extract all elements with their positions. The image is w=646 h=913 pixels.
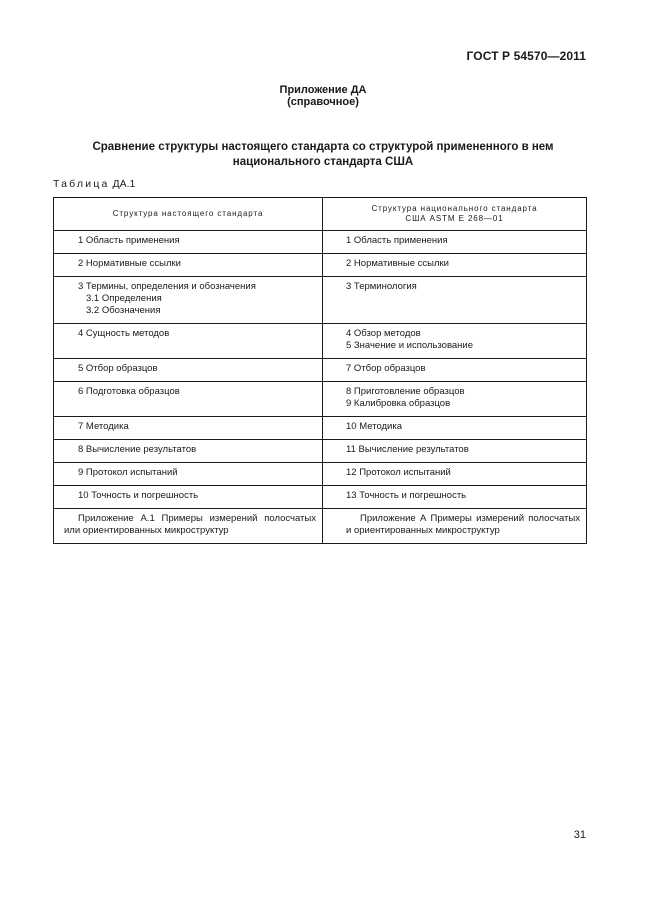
cell-us-standard	[323, 359, 587, 382]
table-row	[54, 254, 587, 277]
cell-line: 8 Вычисление результатов	[78, 444, 197, 455]
cell-line: 3 Термины, определения и обозначения	[78, 281, 256, 292]
table-row	[54, 382, 587, 417]
page-number: 31	[573, 829, 586, 841]
cell-current-standard	[54, 509, 323, 544]
table-row	[54, 417, 587, 440]
cell-line: 2 Нормативные ссылки	[346, 258, 449, 269]
cell-line: 10 Методика	[346, 421, 403, 432]
document-code: ГОСТ Р 54570—2011	[466, 49, 586, 63]
cell-us-standard	[323, 486, 587, 509]
cell-us-standard	[323, 509, 587, 544]
cell-line: 13 Точность и погрешность	[346, 490, 467, 501]
cell-line: 3.2 Обозначения	[86, 305, 161, 316]
cell-current-standard	[54, 359, 323, 382]
cell-line: 4 Сущность методов	[78, 328, 170, 339]
cell-line: 11 Вычисление результатов	[346, 444, 469, 455]
cell-line: 1 Область применения	[78, 235, 180, 246]
table-row	[54, 277, 587, 324]
structure-comparison-table	[53, 197, 587, 544]
cell-line: 6 Подготовка образцов	[78, 386, 180, 397]
cell-us-standard	[323, 277, 587, 324]
cell-current-standard	[54, 277, 323, 324]
cell-line: 9 Калибровка образцов	[346, 398, 451, 409]
section-title-line-1: Сравнение структуры настоящего стандарта со структурой примененного в нем	[92, 141, 554, 153]
cell-current-standard	[54, 382, 323, 417]
cell-us-standard	[323, 463, 587, 486]
cell-current-standard	[54, 440, 323, 463]
cell-line: 3 Терминология	[346, 281, 417, 292]
cell-current-standard	[54, 231, 323, 254]
cell-us-standard	[323, 440, 587, 463]
cell-current-standard	[54, 324, 323, 359]
table-row	[54, 509, 587, 544]
cell-us-standard	[323, 254, 587, 277]
section-title-line-2: национального стандарта США	[232, 156, 414, 168]
cell-us-standard	[323, 324, 587, 359]
table-row	[54, 440, 587, 463]
table-row	[54, 486, 587, 509]
cell-line: 5 Значение и использование	[346, 340, 473, 351]
cell-line: 5 Отбор образцов	[78, 363, 158, 374]
cell-line: 10 Точность и погрешность	[78, 490, 199, 501]
table-row	[54, 463, 587, 486]
cell-line: 8 Приготовление образцов	[346, 386, 465, 397]
table-row	[54, 324, 587, 359]
cell-line: 1 Область применения	[346, 235, 448, 246]
column-header-us-standard	[323, 198, 587, 231]
table-row	[54, 231, 587, 254]
cell-line: 9 Протокол испытаний	[78, 467, 178, 478]
appendix-subtitle: (справочное)	[287, 96, 359, 108]
cell-us-standard	[323, 382, 587, 417]
table-caption-number: ДА.1	[112, 178, 136, 190]
cell-line: 2 Нормативные ссылки	[78, 258, 181, 269]
table-caption-word: Таблица	[53, 178, 110, 190]
cell-current-standard	[54, 254, 323, 277]
column-header-us-standard-line-2: США ASTM E 268—01	[405, 214, 504, 223]
cell-current-standard	[54, 417, 323, 440]
cell-us-standard	[323, 417, 587, 440]
table-caption	[53, 178, 135, 190]
cell-line: 3.1 Определения	[86, 293, 162, 304]
cell-line: 7 Отбор образцов	[346, 363, 426, 374]
table-row	[54, 359, 587, 382]
cell-line: Приложение А Примеры измерений полосчатых и ориентированных микроструктур	[346, 513, 580, 536]
cell-line: Приложение А.1 Примеры измерений полосчатых или ориентированных микроструктур	[64, 513, 316, 536]
cell-line: 12 Протокол испытаний	[346, 467, 451, 478]
table-header-row	[54, 198, 587, 231]
column-header-us-standard-line-1: Структура национального стандарта	[371, 204, 538, 213]
cell-line: 4 Обзор методов	[346, 328, 421, 339]
section-title	[80, 140, 566, 170]
cell-current-standard	[54, 463, 323, 486]
table-body	[54, 231, 587, 544]
column-header-current-standard: Структура настоящего стандарта	[54, 198, 323, 231]
cell-us-standard	[323, 231, 587, 254]
cell-current-standard	[54, 486, 323, 509]
cell-line: 7 Методика	[78, 421, 129, 432]
appendix-title: Приложение ДА	[279, 84, 367, 96]
